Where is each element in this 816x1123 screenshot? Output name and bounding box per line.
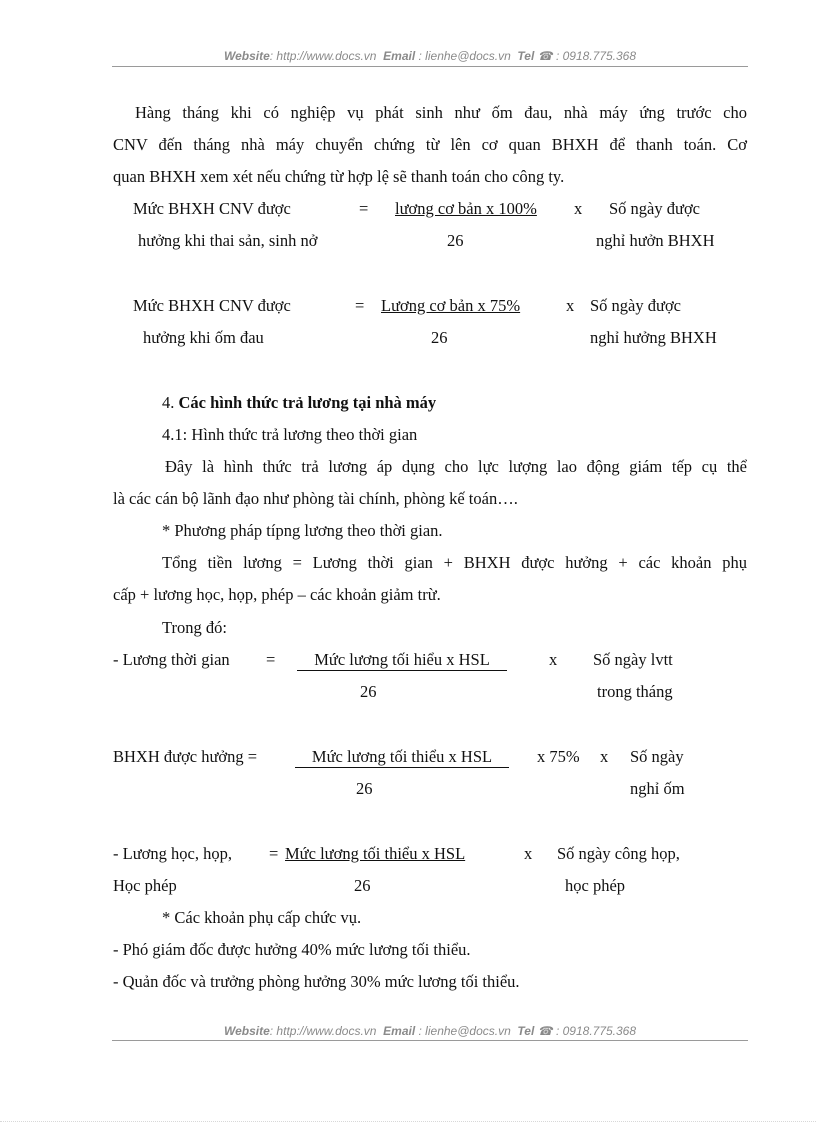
- formula2-right-line1: Số ngày được: [590, 296, 681, 315]
- formula2-left-line2: hưởng khi ốm đau: [143, 328, 264, 347]
- tel-value: ☎ : 0918.775.368: [537, 49, 637, 63]
- allowance-item-1: - Phó giám đốc được hưởng 40% mức lương tối thiểu.: [113, 940, 471, 959]
- formula2-left-line1: Mức BHXH CNV được: [133, 296, 291, 315]
- para1-line1: Hàng tháng khi có nghiệp vụ phát sinh như ốm đau, nhà máy ứng trước cho: [135, 103, 747, 122]
- section4-desc-line1: Đây là hình thức trả lương áp dụng cho lực lượng lao động giám tếp cụ thể: [165, 457, 747, 476]
- formula5-left-line2: Học phép: [113, 876, 177, 895]
- formula2-times: x: [566, 296, 575, 315]
- footer-email-label: Email: [383, 1024, 416, 1038]
- section4-title: Các hình thức trả lương tại nhà máy: [178, 393, 437, 412]
- footer-tel-value: ☎ : 0918.775.368: [537, 1024, 637, 1038]
- total-line2: cấp + lương học, họp, phép – các khoản giảm trừ.: [113, 585, 441, 604]
- footer-rule: [112, 1040, 748, 1041]
- formula1-times: x: [574, 199, 583, 218]
- formula3-eq: =: [266, 650, 276, 669]
- footer-website-value: : http://www.docs.vn: [269, 1024, 377, 1038]
- formula4-pct: x 75%: [537, 747, 580, 766]
- formula1-left-line1: Mức BHXH CNV được: [133, 199, 291, 218]
- formula3-right-line1: Số ngày lvtt: [593, 650, 673, 669]
- formula5-denominator: 26: [354, 876, 371, 895]
- header-rule: [112, 66, 748, 67]
- website-label: Website: [223, 49, 270, 63]
- formula2-denominator: 26: [431, 328, 448, 347]
- formula1-right-line1: Số ngày được: [609, 199, 700, 218]
- formula5-eq: =: [269, 844, 279, 863]
- formula1-numerator: lương cơ bản x 100%: [395, 199, 537, 218]
- formula3-times: x: [549, 650, 558, 669]
- formula5-right-line1: Số ngày công họp,: [557, 844, 680, 863]
- email-label: Email: [383, 49, 416, 63]
- formula4-times: x: [600, 747, 609, 766]
- allowance-item-2: - Quản đốc và trưởng phòng hưởng 30% mức lương tối thiểu.: [113, 972, 520, 991]
- formula5-right-line2: học phép: [565, 876, 626, 895]
- formula3-denominator: 26: [360, 682, 377, 701]
- formula3-numerator: Mức lương tối hiểu x HSL: [297, 650, 507, 671]
- trong-do-label: Trong đó:: [162, 618, 227, 637]
- section4-heading: [162, 393, 436, 413]
- page-edge-dots: [0, 1121, 816, 1122]
- formula2-right-line2: nghỉ hưởng BHXH: [590, 328, 717, 347]
- formula5-numerator: Mức lương tối thiểu x HSL: [285, 844, 466, 863]
- formula4-left: BHXH được hưởng =: [113, 747, 258, 766]
- footer-email-value: : lienhe@docs.vn: [418, 1024, 511, 1038]
- allowances-heading: * Các khoản phụ cấp chức vụ.: [162, 908, 362, 927]
- method-heading: * Phương pháp típng lương theo thời gian.: [162, 521, 443, 540]
- total-line1: Tổng tiền lương = Lương thời gian + BHXH được hưởng + các khoản phụ: [162, 553, 747, 572]
- page-footer: [112, 1024, 748, 1038]
- email-value: : lienhe@docs.vn: [418, 49, 511, 63]
- formula4-denominator: 26: [356, 779, 373, 798]
- formula3-right-line2: trong tháng: [597, 682, 673, 701]
- formula4-right-line2: nghỉ ốm: [630, 779, 685, 798]
- formula5-times: x: [524, 844, 533, 863]
- formula1-denominator: 26: [447, 231, 464, 250]
- page-header: [112, 49, 748, 63]
- formula1-right-line2: nghỉ hưởn BHXH: [596, 231, 715, 250]
- section4-subheading: 4.1: Hình thức trả lương theo thời gian: [162, 425, 418, 444]
- footer-website-label: Website: [223, 1024, 270, 1038]
- formula4-right-line1: Số ngày: [630, 747, 684, 766]
- para1-line2: CNV đến tháng nhà máy chuyển chứng từ lên cơ quan BHXH để thanh toán. Cơ: [113, 135, 747, 154]
- formula3-left: - Lương thời gian: [113, 650, 230, 669]
- formula2-eq: =: [355, 296, 365, 315]
- tel-label: Tel: [517, 49, 535, 63]
- section4-number: 4.: [162, 393, 175, 412]
- footer-tel-label: Tel: [517, 1024, 535, 1038]
- formula4-numerator: Mức lương tối thiểu x HSL: [295, 747, 509, 768]
- formula2-numerator: Lương cơ bản x 75%: [381, 296, 521, 315]
- website-value: : http://www.docs.vn: [269, 49, 377, 63]
- formula5-left-line1: - Lương học, họp,: [113, 844, 232, 863]
- section4-desc-line2: là các cán bộ lãnh đạo như phòng tài chính, phòng kế toán….: [113, 489, 518, 508]
- formula1-left-line2: hưởng khi thai sản, sinh nở: [138, 231, 318, 250]
- para1-line3: quan BHXH xem xét nếu chứng từ hợp lệ sẽ thanh toán cho công ty.: [113, 167, 565, 186]
- formula1-eq: =: [359, 199, 369, 218]
